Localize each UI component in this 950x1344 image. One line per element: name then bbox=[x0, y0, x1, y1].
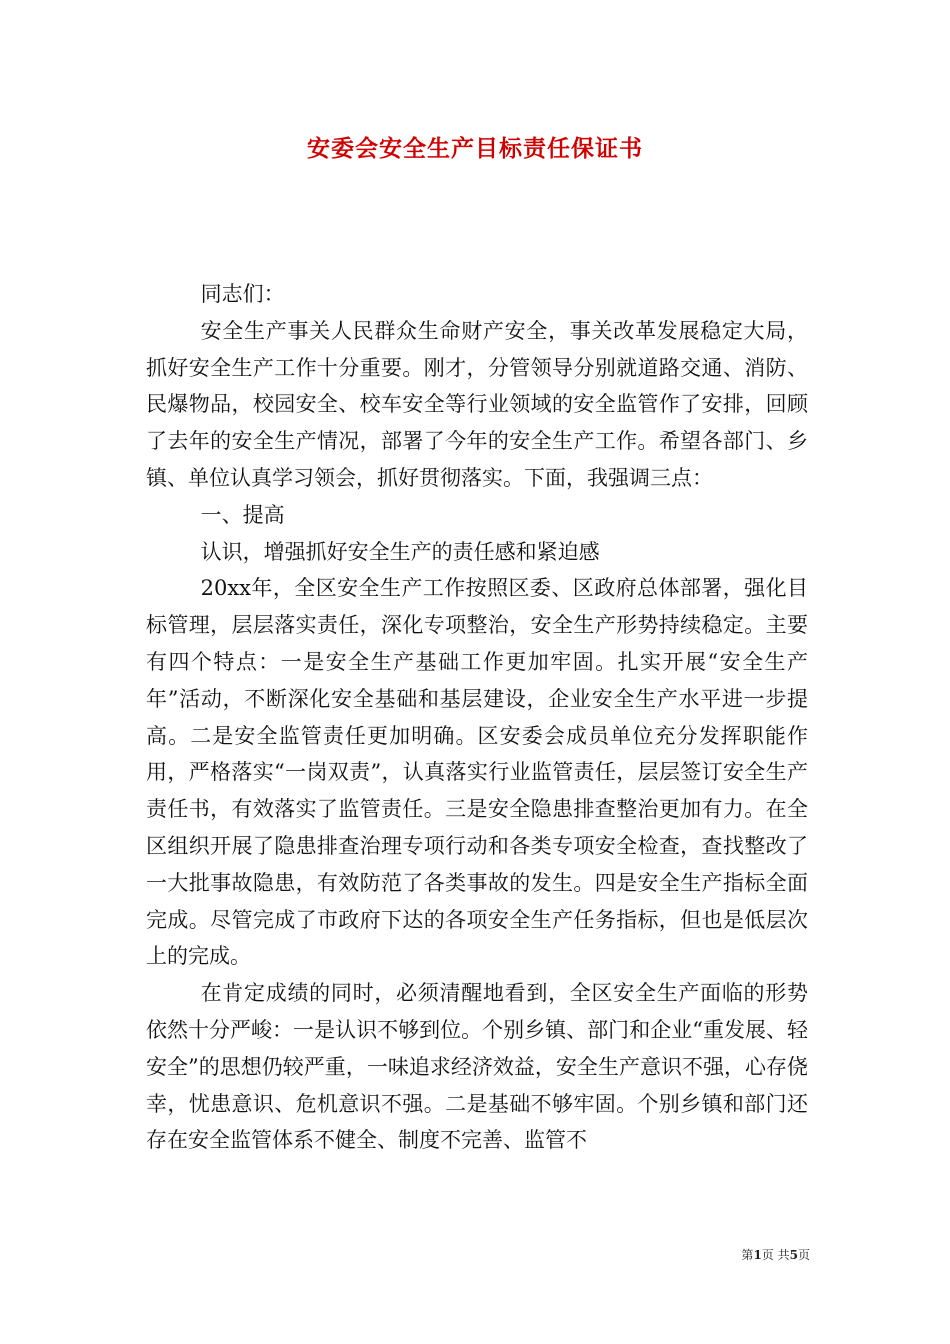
section-heading-1-continued: 认识，增强抓好安全生产的责任感和紧迫感 bbox=[200, 539, 600, 564]
paragraph-3: 在肯定成绩的同时，必须清醒地看到，全区安全生产面临的形势依然十分严峻：一是认识不够到位。个别乡镇、部门和企业“重发展、轻安全”的思想仍较严重，一味追求经济效益，安全生产意识不强，心存侥幸，忧患意识、危机意识不强。二是基础不够牢固。个别乡镇和部门还存在安全监管体系不健全、制度不完善、监管不 bbox=[146, 981, 808, 1153]
document-body bbox=[146, 276, 808, 1159]
footer-prefix: 第 bbox=[741, 1248, 754, 1262]
footer-current-page: 1 bbox=[753, 1248, 762, 1262]
section-heading-1: 一、提高 bbox=[200, 502, 285, 527]
page-number-footer bbox=[700, 1247, 810, 1263]
paragraph-2: 20xx年，全区安全生产工作按照区委、区政府总体部署，强化目标管理，层层落实责任，深化专项整治，安全生产形势持续稳定。主要有四个特点：一是安全生产基础工作更加牢固。扎实开展“安全生产年”活动，不断深化安全基础和基层建设，企业安全生产水平进一步提高。二是安全监管责任更加明确。区安委会成员单位充分发挥职能作用，严格落实“一岗双责”，认真落实行业监管责任，层层签订安全生产责任书，有效落实了监管责任。三是安全隐患排查整治更加有力。在全区组织开展了隐患排查治理专项行动和各类专项安全检查，查找整改了一大批事故隐患，有效防范了各类事故的发生。四是安全生产指标全面完成。尽管完成了市政府下达的各项安全生产任务指标，但也是低层次上的完成。 bbox=[146, 576, 808, 969]
footer-total-pages: 5 bbox=[789, 1248, 798, 1262]
document-title: 安委会安全生产目标责任保证书 bbox=[307, 135, 643, 162]
footer-suffix: 页 bbox=[797, 1248, 810, 1262]
footer-middle: 页 共 bbox=[761, 1248, 790, 1262]
salutation: 同志们： bbox=[200, 282, 285, 306]
paragraph-1: 安全生产事关人民群众生命财产安全，事关改革发展稳定大局，抓好安全生产工作十分重要。刚才，分管领导分别就道路交通、消防、民爆物品，校园安全、校车安全等行业领域的安全监管作了安排，回顾了去年的安全生产情况，部署了今年的安全生产工作。希望各部门、乡镇、单位认真学习领会，抓好贯彻落实。下面，我强调三点： bbox=[146, 318, 808, 490]
